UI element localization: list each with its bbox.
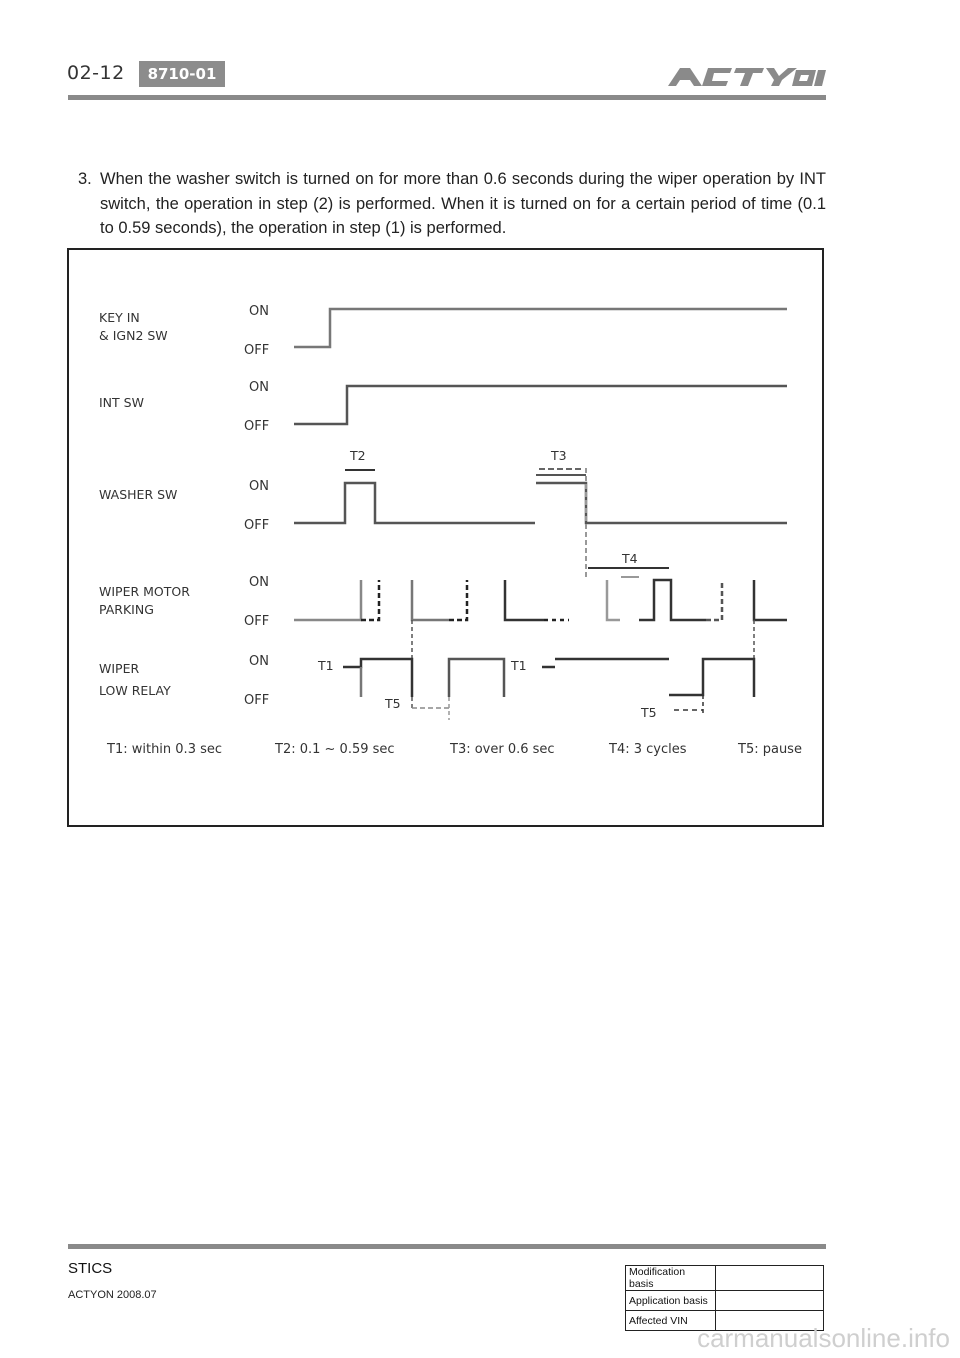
table-row: [626, 1291, 824, 1311]
footer-model: ACTYON 2008.07: [68, 1289, 157, 1301]
on-label: ON: [249, 654, 269, 669]
step-body: When the washer switch is turned on for more than 0.6 seconds during the wiper operation by INT switch, the operation in step (2) is performed. When it is turned on for a certain period of time (0.1 to 0.59 seconds), the operation in step (1) is performed.: [100, 170, 826, 237]
step-number: 3.: [78, 170, 92, 188]
int-sw-waveform: [294, 386, 787, 424]
footer-rule: [68, 1244, 826, 1249]
timing-diagram: [67, 248, 824, 827]
t2-marker: T2: [350, 448, 366, 463]
header-rule: [68, 95, 826, 100]
page-number: 02-12: [67, 62, 125, 84]
watermark: carmanualsonline.info: [697, 1323, 950, 1353]
signal-wiper-label: WIPER: [99, 661, 140, 676]
table-row: [626, 1266, 824, 1291]
wiper-motor-waveform: [294, 580, 787, 620]
application-basis-label: Application basis: [626, 1291, 716, 1311]
revision-info-table: [625, 1265, 824, 1331]
on-label: ON: [249, 479, 269, 494]
brand-logo: [668, 66, 826, 88]
wiper-relay-waveform: [343, 659, 754, 697]
on-label: ON: [249, 304, 269, 319]
legend-t1: T1: within 0.3 sec: [107, 742, 223, 757]
application-basis-value: [716, 1291, 824, 1311]
washer-sw-waveform-2: [536, 483, 787, 523]
footer-section-title: STICS: [68, 1260, 113, 1277]
signal-int-sw-label: INT SW: [99, 395, 144, 410]
t4-marker: T4: [622, 551, 638, 566]
t5-marker: T5: [641, 705, 657, 720]
signal-parking-label: PARKING: [99, 602, 154, 617]
legend-t3: T3: over 0.6 sec: [450, 742, 555, 757]
t1-marker: T1: [511, 658, 527, 673]
off-label: OFF: [244, 343, 270, 358]
t1-marker: T1: [318, 658, 334, 673]
signal-wiper-motor-label: WIPER MOTOR: [99, 584, 190, 599]
t3-marker: T3: [551, 448, 567, 463]
modification-basis-label: Modification basis: [626, 1266, 716, 1291]
section-code-badge: 8710-01: [139, 61, 225, 87]
washer-sw-waveform: [294, 483, 535, 523]
off-label: OFF: [244, 614, 270, 629]
off-label: OFF: [244, 518, 270, 533]
t5-marker: T5: [385, 696, 401, 711]
off-label: OFF: [244, 419, 270, 434]
on-label: ON: [249, 575, 269, 590]
modification-basis-value: [716, 1266, 824, 1291]
signal-ign2-label: & IGN2 SW: [99, 328, 168, 343]
signal-low-relay-label: LOW RELAY: [99, 683, 171, 698]
off-label: OFF: [244, 693, 270, 708]
signal-key-in-label: KEY IN: [99, 310, 140, 325]
key-in-waveform: [294, 309, 787, 347]
legend-t4: T4: 3 cycles: [609, 742, 687, 757]
on-label: ON: [249, 380, 269, 395]
affected-vin-label: Affected VIN: [626, 1311, 716, 1331]
legend-t5: T5: pause: [738, 742, 802, 757]
legend-t2: T2: 0.1 ~ 0.59 sec: [275, 742, 395, 757]
signal-washer-sw-label: WASHER SW: [99, 487, 178, 502]
